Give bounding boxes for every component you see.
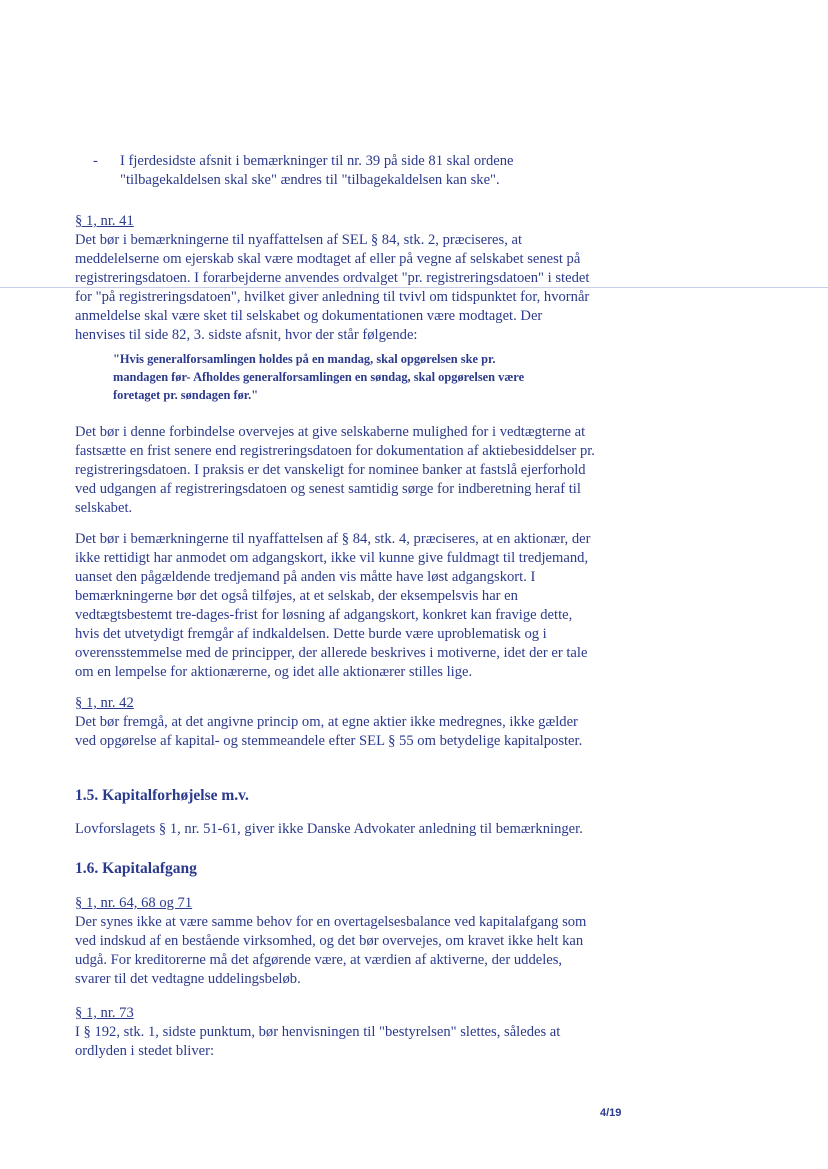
page-number: 4/19 xyxy=(600,1107,622,1119)
section-title-1-6: 1.6. Kapitalafgang xyxy=(75,860,197,877)
section-heading-nr64: § 1, nr. 64, 68 og 71 xyxy=(75,895,193,911)
bullet-text: I fjerdesidste afsnit i bemærkninger til nr. 39 på side 81 skal ordene "tilbagekaldelsen skal ske" ændres til "tilbagekaldelsen kan ske". xyxy=(120,153,514,188)
paragraph-1-5: Lovforslagets § 1, nr. 51-61, giver ikke Danske Advokater anledning til bemærkninger. xyxy=(75,821,583,837)
section-title-1-5: 1.5. Kapitalforhøjelse m.v. xyxy=(75,787,249,804)
section-s1-nr64 xyxy=(75,894,595,989)
paragraph-nr41-3: Det bør i bemærkningerne til nyaffattelsen af § 84, stk. 4, præciseres, at en aktionær, der ikke rettidigt har anmodet om adgangskort, ikke vil kunne give fuldmagt til tredjemand, uanset den pågældende tredjemand på anden vis måtte have løst adgangskort. I bemærkningerne bør det også tilføjes, at et selskab, der eksempelsvis har en vedtægtsbestemt tre-dages-frist for løsning af adgangskort, konkret kan fravige dette, hvis det utvetydigt fremgår af indkaldelsen. Dette burde være uproblematisk og i overensstemmelse med de principper, der allerede beskrives i motiverne, idet der er tale om en lempelse for aktionærerne, og idet alle aktionærer stilles lige. xyxy=(75,531,591,680)
paragraph-nr41-1: Det bør i bemærkningerne til nyaffattelsen af SEL § 84, stk. 2, præciseres, at meddelelserne om ejerskab skal være modtaget af eller på vegne af selskabet senest på registreringsdatoen. I forarbejderne anvendes ordvalget "pr. registreringsdatoen" i stedet for "på registreringsdatoen", hvilket giver anledning til tvivl om tidspunktet for, hvornår anmeldelse skal være sket til selskabet og dokumentationen være modtaget. Der henvises til side 82, 3. sidste afsnit, hvor der står følgende: xyxy=(75,232,590,343)
paragraph-nr64: Der synes ikke at være samme behov for en overtagelsesbalance ved kapitalafgang som ved indskud af en bestående virksomhed, og det bør overvejes, om kravet ikke helt kan udgå. For kreditorerne må det afgørende være, at værdien af aktiverne, der uddeles, svarer til det vedtagne uddelingsbeløb. xyxy=(75,914,587,987)
scan-artifact-line xyxy=(0,287,828,288)
section-heading-nr73: § 1, nr. 73 xyxy=(75,1005,134,1021)
section-s1-nr41 xyxy=(75,212,595,345)
section-s1-nr42 xyxy=(75,694,595,751)
section-heading-nr41: § 1, nr. 41 xyxy=(75,213,134,229)
section-heading-nr42: § 1, nr. 42 xyxy=(75,695,134,711)
paragraph-nr73: I § 192, stk. 1, sidste punktum, bør henvisningen til "bestyrelsen" slettes, således at ordlyden i stedet bliver: xyxy=(75,1024,561,1059)
section-s1-nr73 xyxy=(75,1004,595,1061)
paragraph-nr42: Det bør fremgå, at det angivne princip om, at egne aktier ikke medregnes, ikke gælder ved opgørelse af kapital- og stemmeandele efter SEL § 55 om betydelige kapitalposter. xyxy=(75,714,583,749)
quote-block: "Hvis generalforsamlingen holdes på en mandag, skal opgørelsen ske pr. mandagen før- Afholdes generalforsamlingen en søndag, skal opgørelsen være foretaget pr. søndagen før." xyxy=(113,352,525,402)
paragraph-nr41-2: Det bør i denne forbindelse overvejes at give selskaberne mulighed for i vedtægterne at fastsætte en frist senere end registreringsdatoen for dokumentation af aktiebesiddelser pr. registreringsdatoen. I praksis er det vanskeligt for nominee banker at fastslå ejerforhold ved udgangen af registreringsdatoen og senest samtidig sørge for indberetning heraf til selskabet. xyxy=(75,424,595,516)
bullet-dash: - xyxy=(93,153,98,169)
